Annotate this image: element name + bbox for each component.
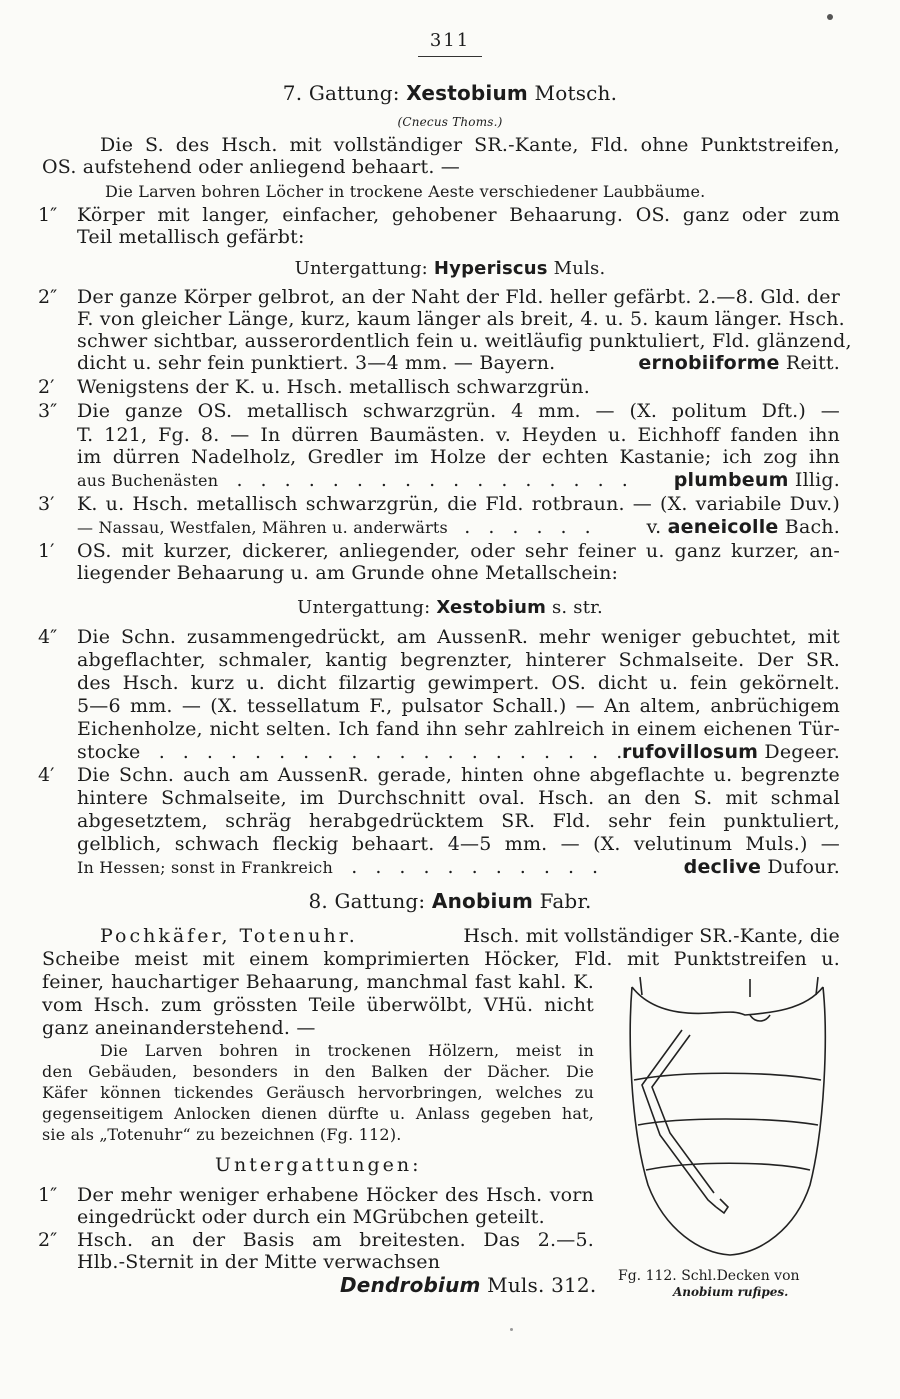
genus-8-desc-1 xyxy=(100,925,840,947)
anobium-key-1a-line-2: eingedrückt oder durch ein MGrübchen geteilt. xyxy=(77,1206,545,1228)
key-2b-line-1: Wenigstens der K. u. Hsch. metallisch schwarzgrün. xyxy=(77,376,590,398)
key-4b-line-5 xyxy=(77,856,840,879)
anobium-key-2a-number: 2″ xyxy=(38,1229,58,1251)
key-4a-number: 4″ xyxy=(38,626,58,648)
key-1a-number: 1″ xyxy=(38,204,58,226)
subgenus-xestobium-author: s. str. xyxy=(552,597,603,618)
key-4b-species-group xyxy=(684,856,840,878)
key-3b-leader-dots: . . . . . . xyxy=(464,516,597,538)
genus-8-larvae-3: Käfer können tickendes Geräusch hervorbringen, welches zu xyxy=(42,1083,594,1102)
figure-112-caption-line-2: Anobium rufipes. xyxy=(673,1285,789,1299)
key-2a-line-2: F. von gleicher Länge, kurz, kaum länger als breit, 4. u. 5. kaum länger. Hsch. xyxy=(77,308,845,330)
key-2a-line-4-text: dicht u. sehr fein punktiert. 3—4 mm. — Bayern. xyxy=(77,352,556,374)
anobium-key-2a-line-1: Hsch. an der Basis am breitesten. Das 2.—5. xyxy=(77,1229,594,1251)
key-3a-line-4-text: aus Buchenästen xyxy=(77,471,219,490)
genus-7-author: Motsch. xyxy=(534,81,618,105)
key-2a-line-4 xyxy=(77,352,840,374)
page-number-rule xyxy=(418,56,482,57)
key-2b-number: 2′ xyxy=(38,376,55,398)
key-2a-species-group xyxy=(638,352,840,374)
key-4a-line-2: abgeflachter, schmaler, kantig begrenzter, hinterer Schmalseite. Der SR. xyxy=(77,649,840,671)
genus-8-desc-3: feiner, hauchartiger Behaarung, manchmal fast kahl. K. xyxy=(42,971,594,993)
genus-ref-dendrobium-tail: Muls. 312. xyxy=(487,1273,597,1297)
key-2a-line-1: Der ganze Körper gelbrot, an der Naht der Fld. heller gefärbt. 2.—8. Gld. der xyxy=(77,286,840,308)
species-ernobiiforme-author: Reitt. xyxy=(785,352,840,374)
key-3b-species-group xyxy=(646,516,840,538)
key-1a-line-2: Teil metallisch gefärbt: xyxy=(77,226,305,248)
key-3a-number: 3″ xyxy=(38,400,58,422)
genus-7-name: Xestobium xyxy=(406,81,528,105)
page-number: 311 xyxy=(429,30,471,51)
key-4b-line-5-text: In Hessen; sonst in Frankreich xyxy=(77,858,333,877)
species-rufovillosum: rufovillosum xyxy=(621,741,759,763)
key-1b-line-2: liegender Behaarung u. am Grunde ohne Metallschein: xyxy=(77,562,619,584)
key-4b-number: 4′ xyxy=(38,764,55,786)
genus-8-desc-2: Scheibe meist mit einem komprimierten Höcker, Fld. mit Punktstreifen u. xyxy=(42,948,840,970)
species-declive-author: Dufour. xyxy=(767,856,840,878)
genus-8-larvae-1: Die Larven bohren in trockenen Hölzern, meist in xyxy=(100,1041,594,1060)
anobium-key-1a-line-1: Der mehr weniger erhabene Höcker des Hsch. vorn xyxy=(77,1184,594,1206)
figure-112-elytra-drawing xyxy=(620,975,835,1260)
key-4a-line-6 xyxy=(77,741,840,763)
species-aeneicolle-prefix: v. xyxy=(646,516,662,538)
corner-mark xyxy=(827,14,833,20)
key-4b-line-4: gelblich, schwach fleckig behaart. 4—5 mm. — (X. velutinum Muls.) — xyxy=(77,833,840,855)
key-1b-number: 1′ xyxy=(38,540,55,562)
species-rufovillosum-author: Degeer. xyxy=(764,741,840,763)
genus-8-common-names: Pochkäfer, Totenuhr. xyxy=(100,925,358,947)
genus-8-name: Anobium xyxy=(431,889,534,913)
subgenus-hyperiscus-name: Hyperiscus xyxy=(433,258,548,279)
key-1a-line-1: Körper mit langer, einfacher, gehobener Behaarung. OS. ganz oder zum xyxy=(77,204,840,226)
figure-112-caption-line-1: Fg. 112. Schl.Decken von xyxy=(618,1268,800,1284)
key-3a-line-3: im dürren Nadelholz, Gredler im Holze der echten Kastanie; ich zog ihn xyxy=(77,446,840,468)
key-4b-leader-dots: . . . . . . . . . . . xyxy=(351,856,605,878)
species-plumbeum-author: Illig. xyxy=(794,469,840,491)
subgenus-xestobium-prefix: Untergattung: xyxy=(297,597,431,618)
genus-8-heading xyxy=(0,890,900,912)
key-3a-line-4 xyxy=(77,469,840,492)
genus-8-desc-1-text: Hsch. mit vollständiger SR.-Kante, die xyxy=(463,925,840,947)
genus-ref-dendrobium: Dendrobium xyxy=(340,1273,481,1297)
genus-7-desc-1: Die S. des Hsch. mit vollständiger SR.-Kante, Fld. ohne Punktstreifen, xyxy=(100,134,840,156)
species-declive: declive xyxy=(683,856,762,878)
key-4a-line-6-text: stocke xyxy=(77,741,141,763)
key-3b-line-2-text: — Nassau, Westfalen, Mähren u. anderwärts xyxy=(77,518,448,537)
genus-7-desc-2: OS. aufstehend oder anliegend behaart. — xyxy=(42,156,461,178)
genus-8-larvae-5: sie als „Totenuhr“ zu bezeichnen (Fg. 112). xyxy=(42,1125,402,1144)
page-speck xyxy=(510,1328,513,1331)
subgenus-hyperiscus-heading xyxy=(0,258,900,280)
genus-8-author: Fabr. xyxy=(539,889,592,913)
key-3b-line-2 xyxy=(77,516,840,539)
anobium-key-2a-line-2: Hlb.-Sternit in der Mitte verwachsen xyxy=(77,1251,441,1273)
key-4a-line-3: des Hsch. kurz u. dicht filzartig gewimpert. OS. dicht u. fein gekörnelt. xyxy=(77,672,840,694)
subgenus-hyperiscus-prefix: Untergattung: xyxy=(294,258,428,279)
species-plumbeum: plumbeum xyxy=(673,469,789,491)
key-4a-species-group xyxy=(622,741,840,763)
genus-7-larvae: Die Larven bohren Löcher in trockene Aeste verschiedener Laubbäume. xyxy=(105,182,706,201)
subgenus-hyperiscus-author: Muls. xyxy=(553,258,606,279)
anobium-key-2a-line-3 xyxy=(340,1274,596,1296)
genus-7-heading xyxy=(0,82,900,104)
genus-8-prefix: 8. Gattung: xyxy=(308,889,426,913)
key-4b-line-1: Die Schn. auch am AussenR. gerade, hinten ohne abgeflachte u. begrenzte xyxy=(77,764,840,786)
species-aeneicolle: aeneicolle xyxy=(667,516,779,538)
key-2a-line-3: schwer sichtbar, ausserordentlich fein u. weitläufig punktuliert, Fld. glänzend, xyxy=(77,330,852,352)
subgenera-heading: Untergattungen: xyxy=(215,1154,422,1176)
key-4b-line-2: hintere Schmalseite, im Durchschnitt oval. Hsch. an den S. mit schmal xyxy=(77,787,840,809)
subgenus-xestobium-heading xyxy=(0,597,900,619)
genus-8-desc-5: ganz aneinanderstehend. — xyxy=(42,1017,316,1039)
key-1b-line-1: OS. mit kurzer, dickerer, anliegender, oder sehr feiner u. ganz kurzer, an- xyxy=(77,540,840,562)
key-3a-leader-dots: . . . . . . . . . . . . . . . . . xyxy=(236,469,634,491)
key-4a-line-4: 5—6 mm. — (X. tessellatum F., pulsator Schall.) — An altem, anbrüchigem xyxy=(77,695,840,717)
genus-8-desc-4: vom Hsch. zum grössten Teile überwölbt, VHü. nicht xyxy=(42,994,594,1016)
genus-8-larvae-2: den Gebäuden, besonders in den Balken der Dächer. Die xyxy=(42,1062,594,1081)
key-4a-line-5: Eichenholze, nicht selten. Ich fand ihn sehr zahlreich in einem eichenen Tür- xyxy=(77,718,840,740)
key-3b-number: 3′ xyxy=(38,493,55,515)
genus-8-larvae-4: gegenseitigem Anlocken dienen dürfte u. Anlass gegeben hat, xyxy=(42,1104,594,1123)
key-2a-number: 2″ xyxy=(38,286,58,308)
key-4a-leader-dots: . . . . . . . . . . . . . . . . . . . . xyxy=(158,741,629,763)
key-3b-line-1: K. u. Hsch. metallisch schwarzgrün, die Fld. rotbraun. — (X. variabile Duv.) xyxy=(77,493,840,515)
subgenus-xestobium-name: Xestobium xyxy=(436,597,547,618)
key-3a-line-2: T. 121, Fg. 8. — In dürren Baumästen. v. Heyden u. Eichhoff fanden ihn xyxy=(77,424,840,446)
key-4a-line-1: Die Schn. zusammengedrückt, am AussenR. mehr weniger gebuchtet, mit xyxy=(77,626,840,648)
species-aeneicolle-author: Bach. xyxy=(784,516,840,538)
figure-112-caption xyxy=(618,1268,848,1300)
key-3a-species-group xyxy=(674,469,840,491)
key-3a-line-1: Die ganze OS. metallisch schwarzgrün. 4 mm. — (X. politum Dft.) — xyxy=(77,400,840,422)
key-4b-line-3: abgesetztem, schräg herabgedrücktem SR. Fld. sehr fein punktuliert, xyxy=(77,810,840,832)
anobium-key-1a-number: 1″ xyxy=(38,1184,58,1206)
species-ernobiiforme: ernobiiforme xyxy=(638,352,780,374)
genus-7-prefix: 7. Gattung: xyxy=(282,81,400,105)
genus-7-synonym: (Cnecus Thoms.) xyxy=(397,115,503,129)
